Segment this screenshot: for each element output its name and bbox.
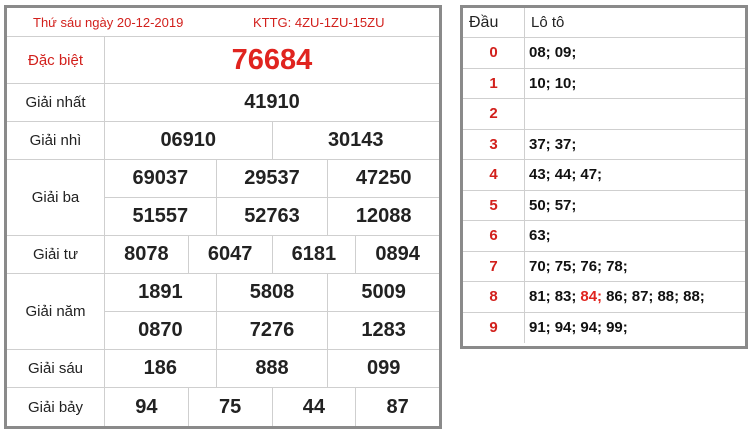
loto-value: 70; [529,257,551,275]
prize-number: 52763 [216,198,328,235]
prize-number: 1283 [327,312,439,349]
prize-number: 12088 [327,198,439,235]
loto-value: 76; [580,257,603,275]
loto-value: 43; [529,166,551,184]
prize-number: 7276 [216,312,328,349]
prize-number: 5009 [327,274,439,311]
prize-name: Giải bảy [7,388,105,426]
dau-digit: 7 [463,252,525,282]
prize-name: Giải năm [7,274,105,349]
prize-number: 30143 [272,122,440,159]
prize-number: 75 [188,388,272,426]
dau-digit: 2 [463,99,525,129]
loto-header-label: Lô tô [531,14,565,31]
kttg-code: KTTG: 4ZU-1ZU-15ZU [253,15,385,30]
loto-row [463,191,745,222]
prize-row [7,388,439,426]
loto-value: 78; [606,257,628,275]
loto-value: 37; [554,135,577,153]
loto-row [463,99,745,130]
loto-value: 08; [529,44,551,62]
loto-value: 44; [554,166,577,184]
loto-body [463,38,745,343]
loto-table [460,5,748,349]
loto-value: 37; [529,135,551,153]
prize-number: 0894 [355,236,439,273]
prize-table [7,37,439,426]
prize-number: 186 [143,357,178,379]
prize-row [7,236,439,274]
prize-number: 44 [272,388,356,426]
loto-value: 94; [580,319,603,337]
loto-values [525,130,745,160]
loto-row [463,69,745,100]
prize-number: 099 [327,350,439,387]
prize-row [7,274,439,350]
loto-row [463,282,745,313]
loto-values [525,221,745,251]
loto-value: 87; [631,288,654,306]
prize-number: 888 [216,350,328,387]
loto-value-special: 84; [580,288,603,306]
dau-digit: 6 [463,221,525,251]
loto-value: 99; [606,319,628,337]
loto-row [463,130,745,161]
loto-values [525,38,745,68]
prize-number: 47250 [327,160,439,197]
prize-number: 06910 [160,129,217,151]
loto-value: 50; [529,196,551,214]
prize-number: 6047 [188,236,272,273]
prize-row [7,160,439,236]
loto-value: 94; [554,319,577,337]
prize-name: Đặc biệt [7,37,105,83]
prize-row [7,37,439,84]
prize-row [7,122,439,160]
loto-values [525,69,745,99]
loto-row [463,38,745,69]
loto-values [525,282,745,312]
loto-value: 10; [554,74,577,92]
loto-value: 10; [529,74,551,92]
prize-name: Giải nhất [7,84,105,121]
board-header [7,8,439,37]
dau-digit: 8 [463,282,525,312]
loto-value: 47; [580,166,603,184]
loto-header [463,8,745,38]
prize-number: 5808 [216,274,328,311]
prize-number: 87 [355,388,439,426]
draw-date: Thứ sáu ngày 20-12-2019 [33,15,184,30]
dau-digit: 1 [463,69,525,99]
prize-number: 0870 [138,319,183,341]
loto-value: 57; [554,196,577,214]
prize-number: 29537 [216,160,328,197]
prize-number: 51557 [132,205,189,227]
loto-value: 83; [554,288,577,306]
prize-number: 94 [135,395,158,418]
loto-value: 86; [606,288,628,306]
loto-row [463,252,745,283]
loto-values [525,252,745,282]
loto-value: 63; [529,227,551,245]
loto-values [525,160,745,190]
loto-values [525,313,745,344]
prize-number: 41910 [244,91,300,113]
loto-row [463,221,745,252]
loto-row [463,313,745,344]
prize-number: 69037 [132,167,189,189]
loto-value: 88; [657,288,680,306]
prize-name: Giải tư [7,236,105,273]
loto-value: 75; [554,257,577,275]
prize-name: Giải sáu [7,350,105,387]
dau-digit: 3 [463,130,525,160]
prize-number: 6181 [272,236,356,273]
loto-value: 91; [529,319,551,337]
prize-name: Giải ba [7,160,105,235]
prize-row [7,350,439,388]
dau-header: Đầu [463,8,525,37]
results-board [4,5,442,429]
loto-row [463,160,745,191]
prize-row [7,84,439,122]
dau-digit: 4 [463,160,525,190]
dau-digit: 9 [463,313,525,344]
loto-values [525,191,745,221]
loto-value: 81; [529,288,551,306]
prize-number: 1891 [138,281,183,303]
prize-name: Giải nhì [7,122,105,159]
special-prize-number: 76684 [231,43,313,76]
dau-digit: 5 [463,191,525,221]
prize-number: 8078 [124,243,169,265]
dau-digit: 0 [463,38,525,68]
loto-value: 88; [683,288,705,306]
loto-value: 09; [554,44,577,62]
loto-values [525,99,745,129]
